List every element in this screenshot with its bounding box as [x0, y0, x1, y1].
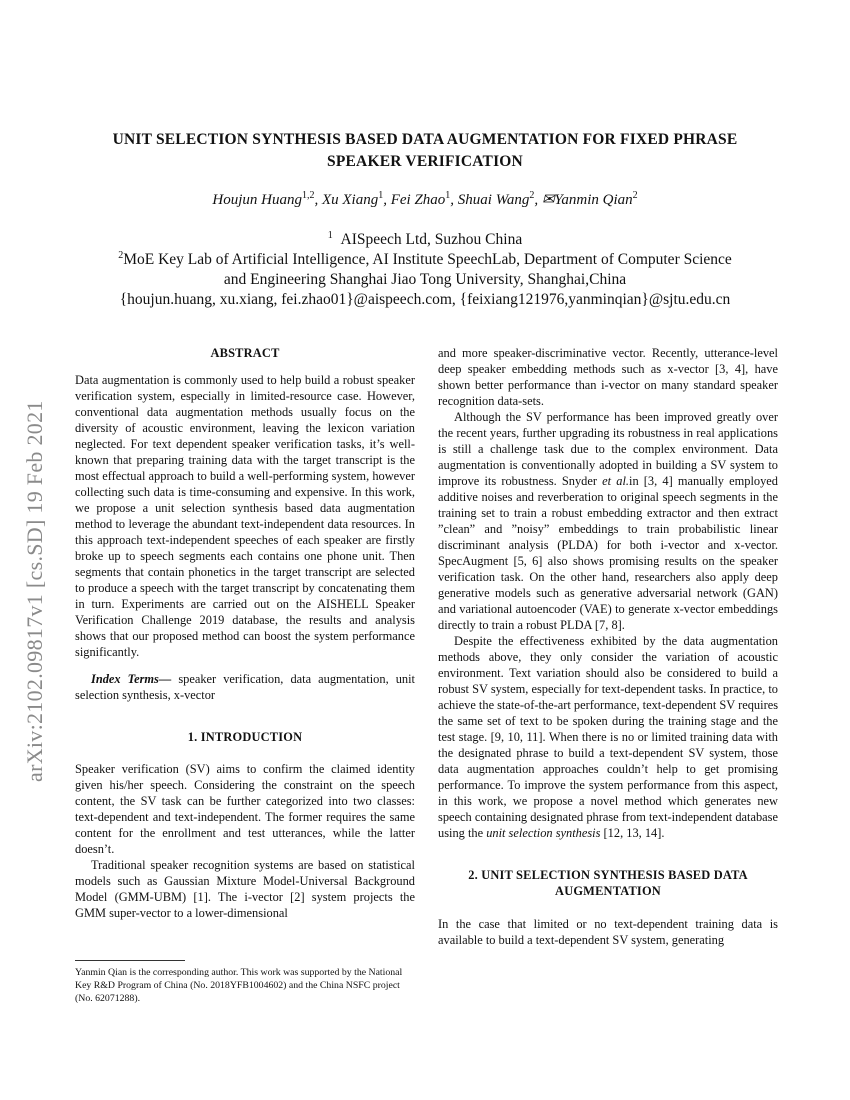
- author-emails: {houjun.huang, xu.xiang, fei.zhao01}@aispeech.com, {feixiang121976,yanminqian}@sjtu.edu.cn: [119, 291, 731, 308]
- affiliation-1: $^1$ AISpeech Ltd, Suzhou China: [327, 229, 523, 248]
- affiliation-2: $^2$MoE Key Lab of Artificial Intelligence, AI Institute SpeechLab, Department of Computer Science and Engineering Shanghai Jiao Tong University, Shanghai,China: [118, 249, 732, 288]
- left-column: [75, 345, 415, 921]
- arxiv-identifier-text: arXiv:2102.09817v1 [cs.SD] 19 Feb 2021: [22, 400, 47, 782]
- author-list: [70, 190, 780, 209]
- section-2-paragraph-1: In the case that limited or no text-dependent training data is available to build a text-dependent SV system, generating: [438, 917, 778, 947]
- intro-paragraph-4: Despite the effectiveness exhibited by the data augmentation methods above, they only consider the variation of acoustic environment. Text variation should also be considered to build a robust SV system, especially for text-dependent tasks. In practice, to achieve the state-of-the-art performance, text-dependent SV requires the same set of text to be spoken during the training stage and the test stage. [9, 10, 11]. When there is no or limited training data with the designated phrase to build a text-dependent SV system, those data augmentation approaches couldn’t help to get promising performance. To improve the system performance from this aspect, in this work, we propose a novel method which generates new speech containing designated phrase from text-independent database using the unit selection synthesis [12, 13, 14].: [438, 634, 779, 840]
- paper-title: [70, 129, 780, 173]
- author-5-corresponding: ✉Yanmin Qian$^2$: [541, 190, 638, 208]
- right-column: [438, 345, 778, 948]
- abstract-body: Data augmentation is commonly used to help build a robust speaker verification system, especially in limited-resource case. However, conventional data augmentation methods usually focus on the diversity of acoustic environment, leaving the lexicon variation neglected. For text dependent speaker verification tasks, it’s well-known that preparing training data with the target transcript is the most effectual approach to build a well-performing system, however collecting such data is time-consuming and expensive. In this work, we propose a unit selection synthesis based data augmentation method to leverage the abundant text-independent data resources. In this approach text-independent speeches of each speaker are firstly broke up to speech segments each contains one phone unit. Then segments that contain phonetics in the target transcript are selected to produce a speech with the target transcript by concatenating them in turn. Experiments are carried out on the AISHELL Speaker Verification Challenge 2019 database, the results and analysis shows that our proposed method can boost the system performance significantly.: [75, 373, 415, 659]
- section-2-heading: 2. UNIT SELECTION SYNTHESIS BASED DATA AUGMENTATION: [468, 868, 748, 898]
- introduction-heading: 1. INTRODUCTION: [187, 730, 303, 744]
- arxiv-identifier-stamp: [22, 262, 50, 782]
- author-4: Shuai Wang$^2$,: [457, 190, 542, 208]
- author-3: Fei Zhao$^1$,: [390, 190, 458, 208]
- intro-paragraph-2-continued: and more speaker-discriminative vector. Recently, utterance-level deep speaker embedding methods such as x-vector [3, 4], have shown better performance than i-vector on many standard speaker recognition data-sets.: [438, 346, 778, 408]
- footnote-rule: [75, 960, 185, 961]
- author-2: Xu Xiang$^1$,: [321, 190, 391, 208]
- title-line-1: UNIT SELECTION SYNTHESIS BASED DATA AUGMENTATION FOR FIXED PHRASE: [112, 131, 738, 148]
- author-1: Houjun Huang$^{1,2}$,: [212, 190, 322, 208]
- title-line-2: SPEAKER VERIFICATION: [327, 153, 523, 170]
- intro-paragraph-2: Traditional speaker recognition systems are based on statistical models such as Gaussian Mixture Model-Universal Background Model (GMM-UBM) [1]. The i-vector [2] system projects the GMM super-vector to a lower-dimensional: [75, 858, 415, 920]
- intro-paragraph-1: Speaker verification (SV) aims to confirm the claimed identity given his/her speech. Considering the constraint on the speech content, the SV task can be further categorized into two classes: text-dependent and text-independent. The former requires the same content for the enrollment and test utterances, while the latter doesn’t.: [75, 762, 415, 856]
- footnote: Yanmin Qian is the corresponding author. This work was supported by the National Key R&D Program of China (No. 2018YFB1004602) and the China NSFC project (No. 62071288).: [75, 967, 403, 1004]
- abstract-heading: ABSTRACT: [210, 346, 280, 360]
- index-terms: Index Terms— speaker verification, data augmentation, unit selection synthesis, x-vector: [75, 672, 415, 702]
- intro-paragraph-3: Although the SV performance has been improved greatly over the recent years, further upgrading its robustness in real applications is still a challenge task due to the complex environment. Data augmentation is conventionally adopted in building a SV system to improve its robustness. Snyder et al.in [3, 4] manually employed additive noises and reverberation to original speech segments in the training set to train a robust embedding extractor and then extract ”clean” and ”noisy” embeddings to train probabilistic linear discriminant analysis (PLDA) for both i-vector and x-vector. SpecAugment [5, 6] also shows promising results on the speaker verification task. On the other hand, researchers also apply deep generative models such as generative adversarial network (GAN) and variational autoencoder (VAE) to generate x-vector embeddings directly to train a robust PLDA [7, 8].: [438, 410, 778, 632]
